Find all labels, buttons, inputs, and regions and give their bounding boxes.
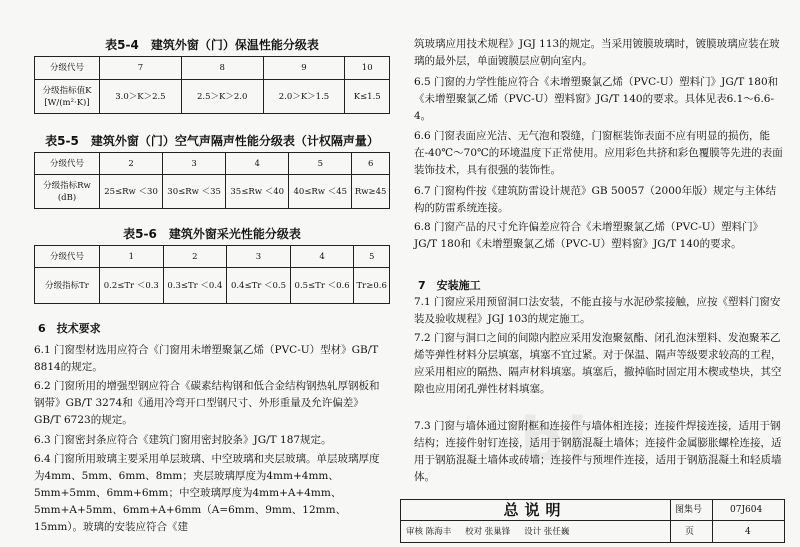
- paragraph-6-6: 6.6 门窗表面应光洁、无气泡和裂缝，门窗框装饰表面不应有明显的损伤，能在-40℃～70℃的环境温度下正常使用。应用彩色共挤和彩色覆膜等先进的表面装饰技术，具有很强的装饰性。: [414, 130, 783, 176]
- table-5-6: [34, 245, 390, 304]
- table-cell: Tr≥0.6: [354, 268, 390, 304]
- table-cell: 30≤Rw ＜35: [163, 175, 226, 209]
- page-number: 4: [745, 527, 751, 537]
- title-block: [400, 499, 785, 543]
- divider: [712, 499, 713, 543]
- table-header-cell: 7: [100, 57, 182, 80]
- paragraph-6-1: 6.1 门窗型材选用应符合《门窗用未增塑聚氯乙烯（PVC-U）型材》GB/T 8814的规定。: [34, 344, 379, 373]
- section-6-heading: 6 技术要求: [38, 322, 101, 335]
- table-header-label: 分级代号: [35, 153, 100, 175]
- divider: [670, 499, 671, 543]
- table-cell: 35≤Rw ＜40: [226, 175, 289, 209]
- paragraph-6-4: 6.4 门窗所用玻璃主要采用单层玻璃、中空玻璃和夹层玻璃。单层玻璃厚度为4mm、5mm、6mm、8mm；夹层玻璃厚度为4mm+4mm、5mm+5mm、6mm+6mm；中空玻璃厚度为4mm+A+4mm、5mm+A+5mm、6mm+A+6mm（A=6mm、9mm、12mm、15mm）。玻璃的安装应符合《建: [34, 453, 380, 533]
- paragraph-7-1: 7.1 门窗应采用预留洞口法安装，不能直接与水泥砂浆接触，应按《塑料门窗安装及验收规程》JGJ 103的规定施工。: [414, 296, 781, 325]
- table-cell: K≤1.5: [345, 80, 390, 114]
- section-7-heading: 7 安装施工: [418, 279, 481, 292]
- paragraph-6-4-cont: 筑玻璃应用技术规程》JGJ 113的规定。当采用镀膜玻璃时，镀膜玻璃应装在玻璃的最外层，单面镀膜层应朝向室内。: [414, 38, 780, 67]
- paragraph-6-8: 6.8 门窗产品的尺寸允许偏差应符合《未增塑聚氯乙烯（PVC-U）塑料门》JG/T 180和《未增塑聚氯乙烯（PVC-U）塑料窗》JG/T 140的要求。: [414, 221, 764, 250]
- table-header-label: 分级代号: [35, 246, 100, 268]
- table-header-label: 分级代号: [35, 57, 100, 80]
- table-cell: 2.0＞K＞1.5: [263, 80, 345, 114]
- atlas-number: 07J604: [730, 505, 763, 515]
- table-header-cell: 3: [163, 153, 226, 175]
- table-header-cell: 4: [226, 153, 289, 175]
- table-header-cell: 8: [181, 57, 263, 80]
- table-5-5: [34, 152, 390, 209]
- table-header-cell: 4: [290, 246, 354, 268]
- table-5-5-title: 表5-5 建筑外窗（门）空气声隔声性能分级表（计权隔声量）: [45, 134, 379, 148]
- table-cell: 0.3≤Tr ＜0.4: [163, 268, 227, 304]
- table-row-label: 分级指标Tr: [35, 268, 100, 304]
- paragraph-6-3: 6.3 门窗密封条应符合《建筑门窗用密封胶条》JG/T 187规定。: [34, 434, 332, 446]
- watermark: bi: [520, 405, 592, 475]
- table-header-cell: 10: [345, 57, 390, 80]
- table-header-cell: 2: [163, 246, 227, 268]
- table-cell: 0.4≤Tr ＜0.5: [227, 268, 291, 304]
- signature-line: 审核 陈海丰 校对 张巢锋 设计 张任巍: [406, 527, 570, 537]
- table-cell: 40≤Rw ＜45: [289, 175, 352, 209]
- paragraph-6-7: 6.7 门窗构件按《建筑防雷设计规范》GB 50057（2000年版）规定与主体结构的防雷系统连接。: [414, 185, 777, 214]
- table-header-cell: 1: [100, 246, 164, 268]
- page-label: 页: [685, 527, 695, 537]
- paragraph-6-2: 6.2 门窗所用的增强型钢应符合《碳素结构钢和低合金结构钢热轧厚钢板和钢带》GB/T 3274和《通用冷弯开口型钢尺寸、外形重量及允许偏差》GB/T 6723的规定。: [34, 380, 380, 426]
- table-cell: 0.2≤Tr ＜0.3: [100, 268, 164, 304]
- table-cell: 3.0＞K＞2.5: [100, 80, 182, 114]
- table-header-cell: 9: [263, 57, 345, 80]
- table-header-cell: 6: [352, 153, 390, 175]
- table-row-label: 分级指标值K [W/(m²·K)]: [35, 80, 100, 114]
- table-cell: 2.5＞K＞2.0: [181, 80, 263, 114]
- table-header-cell: 2: [100, 153, 163, 175]
- paragraph-7-3: 7.3 门窗与墙体通过窗附框和连接件与墙体相连接；连接件焊接连接，适用于钢结构；连接件射钉连接，适用于钢筋混凝土墙体；连接件金属膨胀螺栓连接，适用于钢筋混凝土墙体或砖墙；连接件与预埋件连接，适用于钢筋混凝土和轻质墙体。: [414, 420, 782, 483]
- paragraph-6-5: 6.5 门窗的力学性能应符合《未增塑聚氯乙烯（PVC-U）塑料门》JG/T 180和《未增塑聚氯乙烯（PVC-U）塑料窗》JG/T 140的要求。具体见表6.1～6.6-4。: [414, 76, 779, 122]
- atlas-label: 图集号: [675, 505, 703, 515]
- table-header-cell: 5: [289, 153, 352, 175]
- table-5-4: [34, 56, 390, 114]
- table-5-4-title: 表5-4 建筑外窗（门）保温性能分级表: [105, 38, 319, 52]
- sheet-title: 总说明: [503, 501, 567, 519]
- table-cell: 0.5≤Tr ＜0.6: [290, 268, 354, 304]
- table-cell: Rw≥45: [352, 175, 390, 209]
- table-header-cell: 5: [354, 246, 390, 268]
- table-header-cell: 3: [227, 246, 291, 268]
- paragraph-7-2: 7.2 门窗与洞口之间的间隙内腔应采用发泡聚氨酯、闭孔泡沫塑料、发泡聚苯乙烯等弹性材料分层填塞，填塞不宜过紧。对于保温、隔声等级要求较高的工程，应采用相应的隔热、隔声材料填塞。填塞后，撤掉临时固定用木楔或垫块，其空隙也应用闭孔弹性材料填塞。: [414, 332, 782, 395]
- table-row-label: 分级指标Rw (dB): [35, 175, 100, 209]
- table-5-6-title: 表5-6 建筑外窗采光性能分级表: [123, 227, 301, 241]
- table-cell: 25≤Rw ＜30: [100, 175, 163, 209]
